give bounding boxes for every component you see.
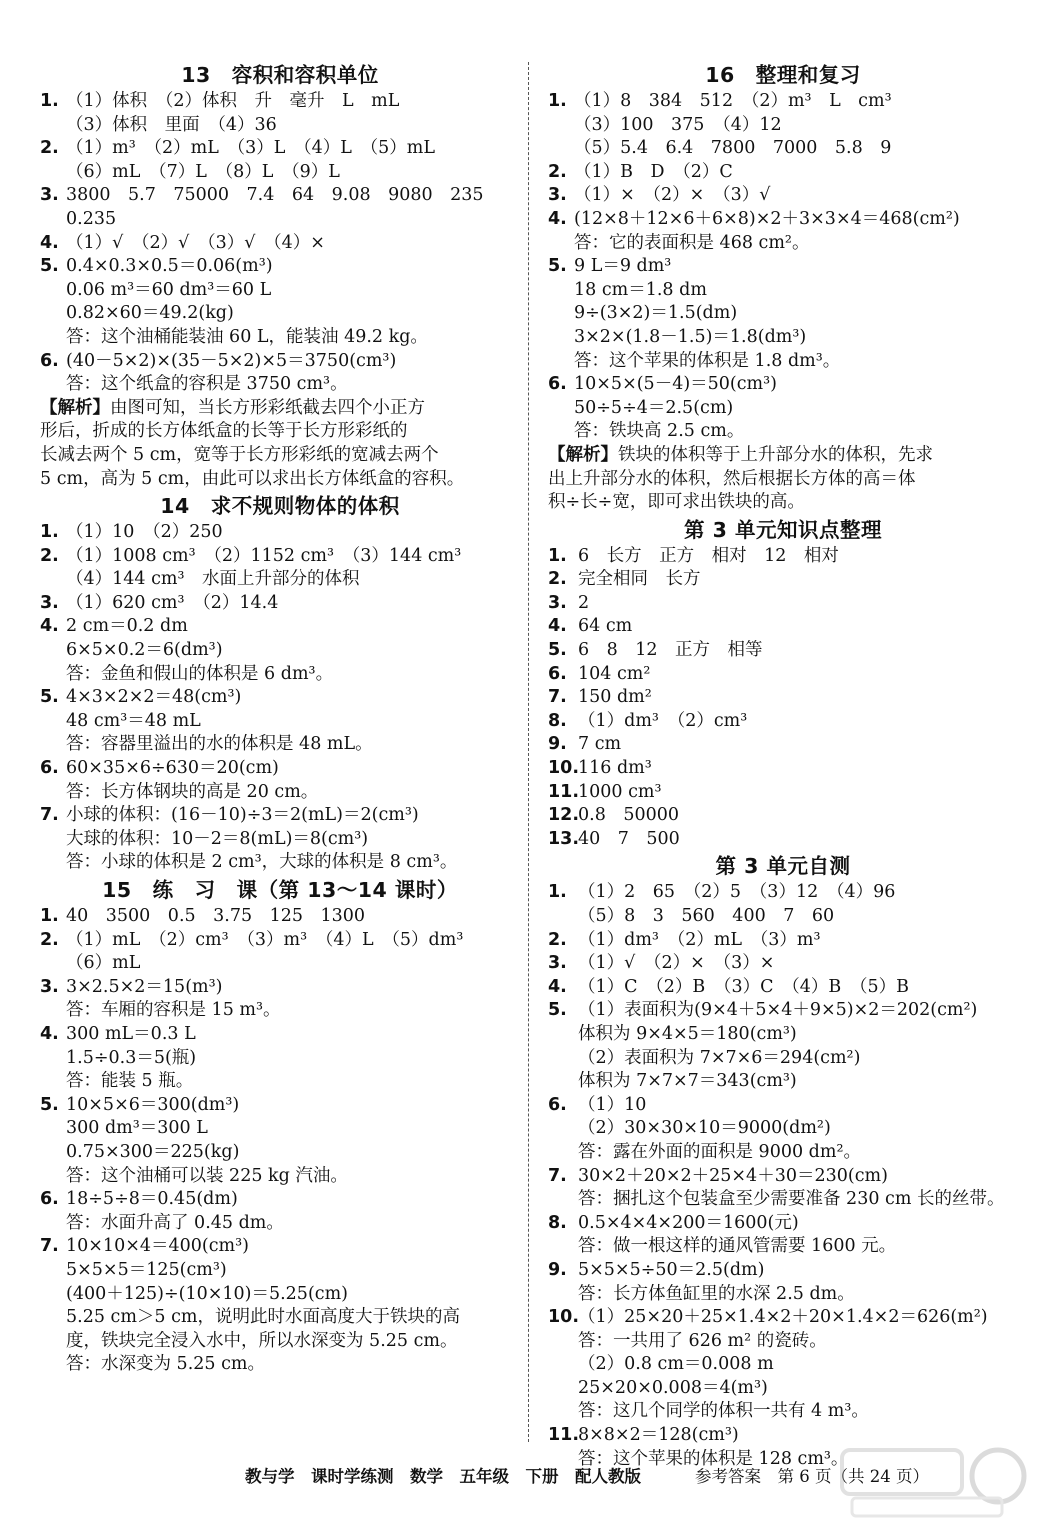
answer-item <box>548 184 1018 208</box>
question-number: 5. <box>548 640 567 661</box>
answer-item <box>548 1094 1018 1165</box>
question-number: 1. <box>548 545 567 566</box>
answer-line: 答：这几个同学的体积一共有 4 m³。 <box>578 1401 869 1422</box>
answer-item <box>548 1259 1018 1306</box>
answer-text: (40－5×2)×(35－5×2)×5＝3750(cm³) <box>66 350 397 371</box>
answer-text: 0.4×0.3×0.5＝0.06(m³) <box>66 256 273 277</box>
question-number: 2. <box>548 161 567 182</box>
answer-line-first <box>548 568 1018 592</box>
answer-line: 5.25 cm＞5 cm，说明此时水面高度大于铁块的高 <box>66 1307 461 1328</box>
answer-item <box>548 592 1018 616</box>
answer-item <box>40 232 520 256</box>
analysis-text: 由图可知，当长方形彩纸截去四个小正方 <box>110 397 425 418</box>
answer-text: 6 8 12 正方 相等 <box>578 640 763 661</box>
analysis-line <box>40 397 520 421</box>
answer-text: （1）10 <box>578 1094 647 1115</box>
analysis-line <box>548 444 1018 468</box>
answer-line: （2）0.8 cm＝0.008 m <box>578 1354 774 1375</box>
answer-line: 50÷5÷4＝2.5(cm) <box>574 397 734 418</box>
answer-line: 答：金鱼和假山的体积是 6 dm³。 <box>66 663 334 684</box>
answer-line: 答：一共用了 626 m² 的瓷砖。 <box>578 1330 827 1351</box>
answer-line-first <box>40 757 520 781</box>
answer-text: （1）dm³ （2）mL （3）m³ <box>578 929 821 950</box>
answer-line: 1.5÷0.3＝5(瓶) <box>66 1047 197 1068</box>
answer-item <box>548 929 1018 953</box>
answer-item <box>40 976 520 1023</box>
footer-page-number: 参考答案 第 6 页（共 24 页） <box>695 1467 929 1486</box>
answer-text: （1）× （2）× （3）√ <box>574 185 771 206</box>
answer-line-first <box>548 733 1018 757</box>
answer-line: 体积为 7×7×7＝343(cm³) <box>578 1071 797 1092</box>
answer-line: 答：水深变为 5.25 cm。 <box>66 1354 265 1375</box>
answer-item <box>548 686 1018 710</box>
answer-line-first <box>548 804 1018 828</box>
answer-item <box>548 952 1018 976</box>
answer-line: 0.82×60＝49.2(kg) <box>66 303 234 324</box>
question-number: 11. <box>548 781 580 802</box>
answer-line-first <box>548 615 1018 639</box>
answer-line-first <box>548 90 1018 114</box>
question-number: 3. <box>548 592 567 613</box>
answer-line-first <box>40 521 520 545</box>
answer-line-first <box>548 952 1018 976</box>
answer-item <box>40 350 520 397</box>
question-number: 2. <box>40 545 59 566</box>
answer-line: 18 cm＝1.8 dm <box>574 279 707 300</box>
answer-line: 6×5×0.2＝6(dm³) <box>66 640 223 661</box>
answer-line-first <box>548 999 1018 1023</box>
question-number: 3. <box>40 185 59 206</box>
section-title: 16 整理和复习 <box>705 63 861 87</box>
answer-text: 0.5×4×4×200＝1600(元) <box>578 1212 799 1233</box>
question-number: 3. <box>548 953 567 974</box>
answer-text: 8×8×2＝128(cm³) <box>578 1425 739 1446</box>
answer-line-first <box>548 757 1018 781</box>
question-number: 6. <box>40 758 59 779</box>
answer-item <box>548 781 1018 805</box>
answer-item <box>548 615 1018 639</box>
answer-line: 答：这个油桶能装油 60 L，能装油 49.2 kg。 <box>66 326 428 347</box>
question-number: 11. <box>548 1425 580 1446</box>
right-column <box>548 60 1018 1471</box>
answer-line: 答：水面升高了 0.45 dm。 <box>66 1212 284 1233</box>
answer-line: （2）30×30×10＝9000(dm²) <box>578 1118 831 1139</box>
answer-item <box>40 90 520 137</box>
answer-line-first <box>548 781 1018 805</box>
answer-text: 5×5×5÷50＝2.5(dm) <box>578 1259 765 1280</box>
answer-line-first <box>40 804 520 828</box>
answer-line-first <box>548 1259 1018 1283</box>
question-number: 6. <box>548 374 567 395</box>
question-number: 3. <box>548 185 567 206</box>
answer-item <box>548 1212 1018 1259</box>
analysis-line: 5 cm，高为 5 cm，由此可以求出长方体纸盒的容积。 <box>40 468 465 489</box>
answer-line: 25×20×0.008＝4(m³) <box>578 1377 768 1398</box>
answer-line: 答：这个纸盒的容积是 3750 cm³。 <box>66 374 348 395</box>
question-number: 5. <box>548 1000 567 1021</box>
question-number: 5. <box>40 256 59 277</box>
question-number: 4. <box>40 616 59 637</box>
answer-item <box>40 184 520 231</box>
question-number: 12. <box>548 805 580 826</box>
answer-item <box>548 710 1018 734</box>
answer-item <box>548 639 1018 663</box>
answer-text: （1）25×20＋25×1.4×2＋20×1.4×2＝626(m²) <box>578 1307 988 1328</box>
question-number: 6. <box>548 663 567 684</box>
question-number: 4. <box>40 1023 59 1044</box>
question-number: 1. <box>548 882 567 903</box>
answer-text: 150 dm² <box>578 687 652 708</box>
answer-item <box>548 1306 1018 1424</box>
answer-line: 答：车厢的容积是 15 m³。 <box>66 1000 281 1021</box>
answer-line: 答：这个苹果的体积是 1.8 dm³。 <box>574 350 841 371</box>
answer-item <box>548 757 1018 781</box>
question-number: 13. <box>548 828 580 849</box>
answer-line-first <box>548 1165 1018 1189</box>
answer-item <box>548 828 1018 852</box>
question-number: 6. <box>40 1189 59 1210</box>
answer-item <box>548 255 1018 373</box>
answer-line: 0.75×300＝225(kg) <box>66 1141 240 1162</box>
answer-line: 答：长方体钢块的高是 20 cm。 <box>66 781 319 802</box>
question-number: 7. <box>40 1236 59 1257</box>
answer-line-first <box>40 545 520 569</box>
answer-line-first <box>40 905 520 929</box>
answer-line: 答：能装 5 瓶。 <box>66 1071 194 1092</box>
footer-book-title: 教与学 课时学练测 数学 五年级 下册 配人教版 <box>245 1467 641 1486</box>
answer-text: （1）2 65 （2）5 （3）12 （4）96 <box>578 882 896 903</box>
answer-line-first <box>548 929 1018 953</box>
answer-line-first <box>548 686 1018 710</box>
answer-line: （5）5.4 6.4 7800 7000 5.8 9 <box>574 138 892 159</box>
answer-text: （1）mL （2）cm³ （3）m³ （4）L （5）dm³ <box>66 929 464 950</box>
section-title: 14 求不规则物体的体积 <box>160 494 400 519</box>
answer-item <box>548 90 1018 161</box>
answer-line-first <box>548 1306 1018 1330</box>
answer-text: 300 mL＝0.3 L <box>66 1023 196 1044</box>
answer-line: (400＋125)÷(10×10)＝5.25(cm) <box>66 1283 348 1304</box>
answer-text: 60×35×6÷630＝20(cm) <box>66 758 279 779</box>
answer-line: 大球的体积：10－2＝8(mL)＝8(cm³) <box>66 828 369 849</box>
answer-item <box>548 881 1018 928</box>
answer-line: 答：铁块高 2.5 cm。 <box>574 421 745 442</box>
answer-line-first <box>548 255 1018 279</box>
answer-text: 6 长方 正方 相对 12 相对 <box>578 545 839 566</box>
answer-item <box>548 568 1018 592</box>
answer-line-first <box>40 929 520 953</box>
answer-text: 30×2＋20×2＋25×4＋30＝230(cm) <box>578 1165 888 1186</box>
answer-item <box>40 929 520 976</box>
left-column <box>40 60 520 1377</box>
question-number: 4. <box>548 976 567 997</box>
watermark-logo <box>838 1440 1028 1520</box>
answer-line: （6）mL （7）L （8）L （9）L <box>66 161 340 182</box>
answer-item <box>40 521 520 545</box>
question-number: 2. <box>548 929 567 950</box>
question-number: 6. <box>40 350 59 371</box>
answer-item <box>40 545 520 592</box>
answer-line-first <box>548 976 1018 1000</box>
analysis-line: 积÷长÷宽，即可求出铁块的高。 <box>548 492 805 513</box>
question-number: 7. <box>548 1165 567 1186</box>
answer-line-first <box>40 255 520 279</box>
question-number: 4. <box>548 208 567 229</box>
answer-text: 2 cm＝0.2 dm <box>66 616 188 637</box>
question-number: 1. <box>40 91 59 111</box>
answer-item <box>548 545 1018 569</box>
answer-text: （1）8 384 512 （2）m³ L cm³ <box>574 91 892 111</box>
answer-item <box>40 686 520 757</box>
answer-item <box>548 161 1018 185</box>
analysis-tag: 【解析】 <box>548 444 618 465</box>
answer-line: 5×5×5＝125(cm³) <box>66 1259 227 1280</box>
answer-line: 答：这个油桶可以装 225 kg 汽油。 <box>66 1165 348 1186</box>
answer-text: 40 3500 0.5 3.75 125 1300 <box>66 906 366 926</box>
answer-text: 4×3×2×2＝48(cm³) <box>66 687 242 708</box>
question-number: 10. <box>548 758 580 779</box>
answer-line-first <box>40 1235 520 1259</box>
answer-line: 度，铁块完全浸入水中，所以水深变为 5.25 cm。 <box>66 1330 458 1351</box>
answer-line: 答：捆扎这个包装盒至少需要准备 230 cm 长的丝带。 <box>578 1189 1005 1210</box>
question-number: 4. <box>548 616 567 637</box>
answer-line-first <box>548 639 1018 663</box>
answer-text: 完全相同 长方 <box>578 569 701 590</box>
answer-text: 7 cm <box>578 734 622 755</box>
question-number: 2. <box>40 138 59 159</box>
answer-text: 10×10×4＝400(cm³) <box>66 1236 249 1257</box>
answer-line-first <box>40 1188 520 1212</box>
answer-line: （3）100 375 （4）12 <box>574 114 782 135</box>
question-number: 3. <box>40 592 59 613</box>
analysis-line: 长减去两个 5 cm，宽等于长方形彩纸的宽减去两个 <box>40 444 439 465</box>
answer-line: 0.235 <box>66 208 117 229</box>
answer-line: 9÷(3×2)＝1.5(dm) <box>574 303 738 324</box>
answer-text: （1）C （2）B （3）C （4）B （5）B <box>578 976 910 997</box>
answer-text: 40 7 500 <box>578 828 680 849</box>
answer-line-first <box>548 663 1018 687</box>
answer-line-first <box>40 350 520 374</box>
answer-line: 体积为 9×4×5＝180(cm³) <box>578 1023 797 1044</box>
answer-line-first <box>40 1094 520 1118</box>
answer-item <box>40 255 520 349</box>
question-number: 4. <box>40 232 59 253</box>
answer-text: 3800 5.7 75000 7.4 64 9.08 9080 235 <box>66 185 484 206</box>
answer-line: （5）8 3 560 400 7 60 <box>578 906 835 926</box>
question-number: 9. <box>548 734 567 755</box>
section-title: 13 容积和容积单位 <box>181 63 379 87</box>
answer-line-first <box>40 1023 520 1047</box>
question-number: 1. <box>40 906 59 926</box>
question-number: 6. <box>548 1094 567 1115</box>
question-number: 7. <box>40 805 59 826</box>
answer-item <box>548 733 1018 757</box>
answer-item <box>40 615 520 686</box>
answer-item <box>548 804 1018 828</box>
analysis-line: 形后，折成的长方体纸盒的长等于长方形彩纸的 <box>40 421 408 442</box>
question-number: 8. <box>548 1212 567 1233</box>
answer-text: 2 <box>578 592 590 613</box>
question-number: 8. <box>548 710 567 731</box>
question-number: 5. <box>548 256 567 277</box>
answer-item <box>548 976 1018 1000</box>
column-divider <box>528 62 529 1442</box>
answer-text: 116 dm³ <box>578 758 652 779</box>
answer-item <box>40 592 520 616</box>
answer-line-first <box>548 1094 1018 1118</box>
answer-line-first <box>548 881 1018 905</box>
answer-line-first <box>40 232 520 256</box>
answer-text: （1）m³ （2）mL （3）L （4）L （5）mL <box>66 138 435 159</box>
answer-text: 18÷5÷8＝0.45(dm) <box>66 1189 238 1210</box>
answer-line: 答：这个苹果的体积是 128 cm³。 <box>578 1448 849 1469</box>
answer-text: 10×5×6＝300(dm³) <box>66 1094 240 1115</box>
answer-item <box>40 804 520 875</box>
answer-text: （1）1008 cm³ （2）1152 cm³ （3）144 cm³ <box>66 545 462 566</box>
answer-line-first <box>548 592 1018 616</box>
answer-line: 答：长方体鱼缸里的水深 2.5 dm。 <box>578 1283 855 1304</box>
section-title: 15 练 习 课（第 13～14 课时） <box>102 878 458 902</box>
answer-line: （3）体积 里面 （4）36 <box>66 114 277 135</box>
answer-line: 答：小球的体积是 2 cm³，大球的体积是 8 cm³。 <box>66 852 458 873</box>
question-number: 5. <box>40 687 59 708</box>
answer-line-first <box>548 1212 1018 1236</box>
answer-line: 答：做一根这样的通风管需要 1600 元。 <box>578 1236 897 1257</box>
answer-line: （6）mL <box>66 953 141 974</box>
question-number: 3. <box>40 976 59 997</box>
answer-line-first <box>40 90 520 114</box>
question-number: 2. <box>548 569 567 590</box>
answer-line-first <box>548 161 1018 185</box>
answer-item <box>40 905 520 929</box>
answer-text: 0.8 50000 <box>578 805 680 826</box>
question-number: 1. <box>548 91 567 111</box>
answer-text: 10×5×(5－4)＝50(cm³) <box>574 374 777 395</box>
answer-item <box>40 1235 520 1377</box>
answer-line-first <box>548 208 1018 232</box>
analysis-line: 出上升部分水的体积，然后根据长方体的高＝体 <box>548 468 916 489</box>
answer-item <box>40 1188 520 1235</box>
question-number: 7. <box>548 687 567 708</box>
analysis-text: 铁块的体积等于上升部分水的体积，先求 <box>618 444 933 465</box>
answer-line-first <box>548 545 1018 569</box>
answer-line-first <box>40 615 520 639</box>
answer-line: 48 cm³＝48 mL <box>66 710 201 731</box>
answer-item <box>40 1094 520 1188</box>
answer-line: 答：容器里溢出的水的体积是 48 mL。 <box>66 734 373 755</box>
question-number: 9. <box>548 1259 567 1280</box>
answer-item <box>40 137 520 184</box>
answer-line-first <box>548 184 1018 208</box>
answer-text: （1）dm³ （2）cm³ <box>578 710 748 731</box>
answer-text: （1）√ （2）√ （3）√ （4）× <box>66 232 325 253</box>
answer-text: （1）620 cm³ （2）14.4 <box>66 592 279 613</box>
answer-line: （4）144 cm³ 水面上升部分的体积 <box>66 569 360 590</box>
answer-line-first <box>40 976 520 1000</box>
answer-line-first <box>40 592 520 616</box>
answer-line: 3×2×(1.8－1.5)＝1.8(dm³) <box>574 326 807 347</box>
answer-item <box>40 757 520 804</box>
answer-line-first <box>40 137 520 161</box>
answer-line-first <box>548 710 1018 734</box>
answer-line: 0.06 m³＝60 dm³＝60 L <box>66 279 272 300</box>
answer-item <box>548 373 1018 444</box>
answer-line-first <box>548 828 1018 852</box>
answer-text: 3×2.5×2＝15(m³) <box>66 976 223 997</box>
answer-text: 64 cm <box>578 616 633 637</box>
answer-item <box>548 663 1018 687</box>
question-number: 2. <box>40 929 59 950</box>
answer-text: （1）√ （2）× （3）× <box>578 953 775 974</box>
answer-line-first <box>548 373 1018 397</box>
answer-line: 答：露在外面的面积是 9000 dm²。 <box>578 1141 861 1162</box>
answer-text: （1）10 （2）250 <box>66 522 223 543</box>
answer-line: （2）表面积为 7×7×6＝294(cm²) <box>578 1047 861 1068</box>
question-number: 10. <box>548 1307 580 1328</box>
analysis-tag: 【解析】 <box>40 397 110 418</box>
section-title: 第 3 单元知识点整理 <box>683 517 883 542</box>
answer-item <box>40 1023 520 1094</box>
answer-text: （1）表面积为(9×4＋5×4＋9×5)×2＝202(cm²) <box>578 1000 978 1021</box>
answer-text: 9 L＝9 dm³ <box>574 256 672 277</box>
answer-item <box>548 208 1018 255</box>
answer-text: 小球的体积：(16－10)÷3＝2(mL)＝2(cm³) <box>66 805 419 826</box>
answer-line-first <box>40 686 520 710</box>
answer-line: 答：它的表面积是 468 cm²。 <box>574 232 810 253</box>
answer-item <box>548 999 1018 1093</box>
answer-text: （1）B D （2）C <box>574 161 733 182</box>
question-number: 1. <box>40 522 59 543</box>
question-number: 5. <box>40 1094 59 1115</box>
answer-item <box>548 1165 1018 1212</box>
answer-text: (12×8＋12×6＋6×8)×2＋3×3×4＝468(cm²) <box>574 208 960 229</box>
watermark-icon <box>838 1440 1028 1520</box>
answer-text: 1000 cm³ <box>578 781 662 802</box>
answer-text: 104 cm² <box>578 663 651 684</box>
answer-line: 300 dm³＝300 L <box>66 1118 208 1139</box>
answer-line-first <box>40 184 520 208</box>
section-title: 第 3 单元自测 <box>715 854 851 879</box>
answer-text: （1）体积 （2）体积 升 毫升 L mL <box>66 91 400 111</box>
